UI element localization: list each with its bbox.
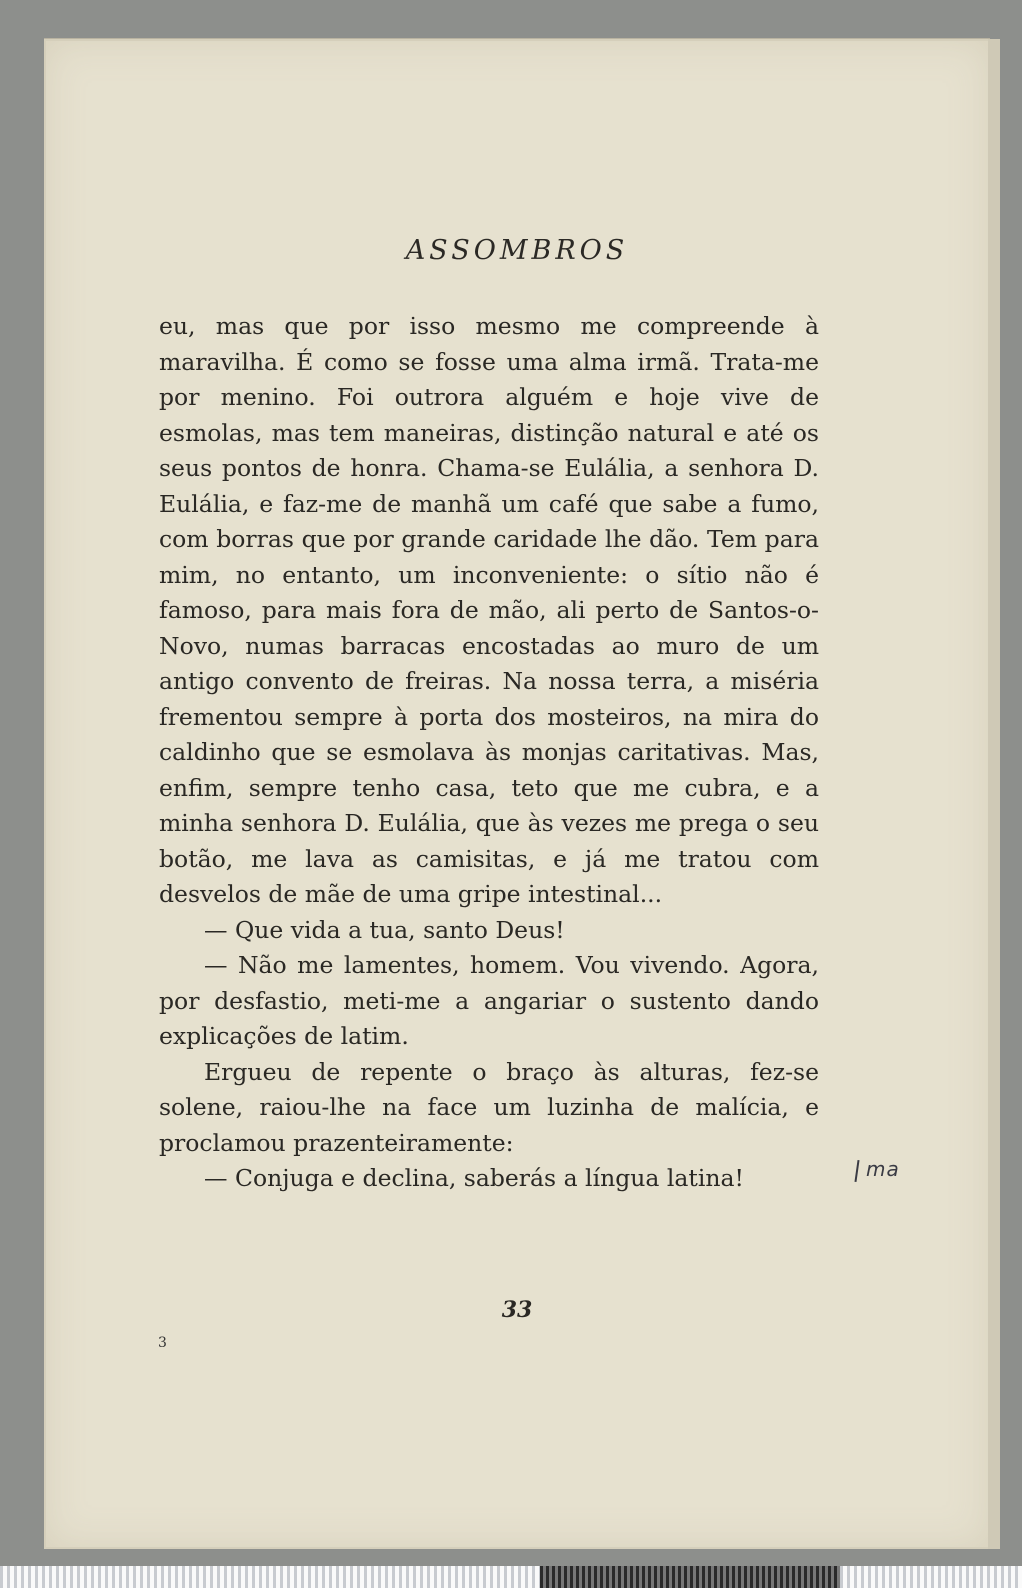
margin-bar	[854, 1159, 859, 1181]
body-text	[159, 309, 819, 1197]
paragraph-1: eu, mas que por isso mesmo me compreende à maravilha. É como se fosse uma alma irmã. Trata-me por menino. Foi outrora alguém e hoje vive de esmolas, mas tem maneiras, distinção natural e até os seus pontos de honra. Chama-se Eulália, a senhora D. Eulália, e faz-me de manhã um café que sabe a fumo, com borras que por grande caridade lhe dão. Tem para mim, no entanto, um inconveniente: o sítio não é famoso, para mais fora de mão, ali perto de Santos-o-Novo, numas barracas encostadas ao muro de um antigo convento de freiras. Na nossa terra, a miséria frementou sempre à porta dos mosteiros, na mira do caldinho que se esmolava às monjas caritativas. Mas, enfim, sempre tenho casa, teto que me cubra, e a minha senhora D. Eulália, que às vezes me prega o seu botão, me lava as camisitas, e já me tratou com desvelos de mãe de uma gripe intestinal...	[159, 312, 819, 908]
running-head: ASSOMBROS	[405, 235, 629, 266]
page-number: 33	[501, 1297, 533, 1323]
paragraph-4: Ergueu de repente o braço às alturas, fez-se solene, raiou-lhe na face um luzinha de malícia, e proclamou prazenteiramente:	[159, 1057, 819, 1157]
scan-scale-bar	[0, 1566, 1022, 1588]
margin-annotation	[856, 1157, 900, 1182]
scan-scale-dark-segment	[540, 1566, 840, 1588]
signature-mark: 3	[158, 1335, 167, 1351]
paragraph-3: — Não me lamentes, homem. Vou vivendo. Agora, por desfastio, meti-me a angariar o sustento dando explicações de latim.	[159, 951, 819, 1050]
book-page	[44, 38, 990, 1549]
paragraph-5: — Conjuga e declina, saberás a língua latina!	[204, 1164, 744, 1192]
margin-annotation-text: ma	[866, 1157, 900, 1181]
paragraph-2: — Que vida a tua, santo Deus!	[204, 915, 565, 944]
